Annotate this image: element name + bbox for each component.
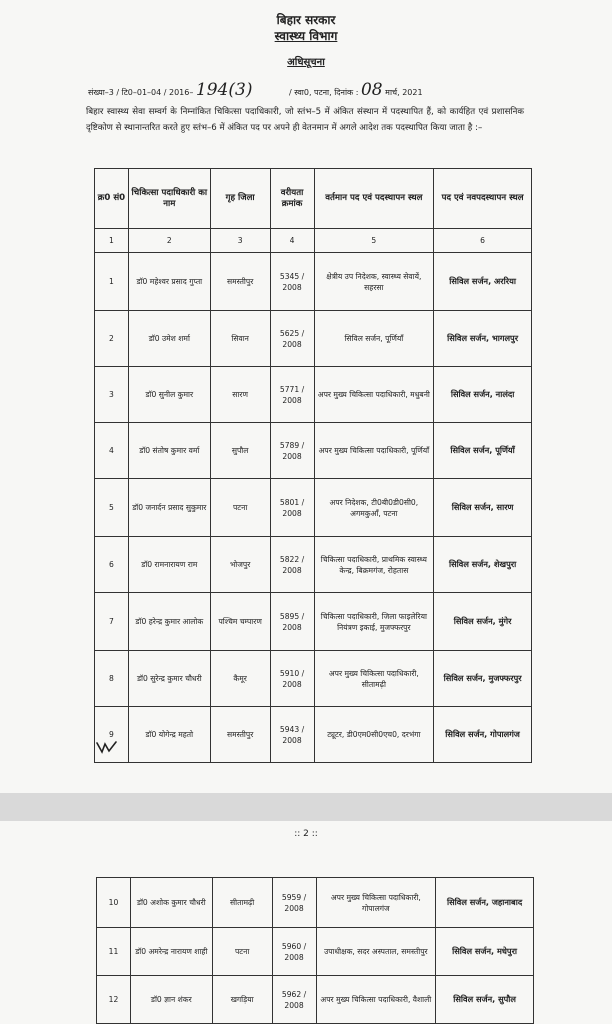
cell-current-post: ट्यूटर, डी0एम0सी0एच0, दरभंगा: [314, 707, 434, 763]
cell-sno: 12: [97, 976, 131, 1024]
cell-new-post: सिविल सर्जन, पूर्णियाँ: [434, 423, 532, 479]
reference-line: [88, 80, 423, 100]
table-row: [97, 878, 534, 928]
cell-district: सिवान: [210, 311, 270, 367]
cell-new-post: सिविल सर्जन, गोपालगंज: [434, 707, 532, 763]
notification-title: अधिसूचना: [287, 57, 325, 68]
cell-district: कैमूर: [210, 651, 270, 707]
table-header-row: [95, 169, 532, 229]
header-new-post: पद एवं नवपदस्थापन स्थल: [434, 169, 532, 229]
date-day: 08: [360, 80, 383, 100]
cell-current-post: चिकित्सा पदाधिकारी, जिला फाइलेरिया नियंत्रण इकाई, मुजफ्फरपुर: [314, 593, 434, 651]
department-title: स्वास्थ्य विभाग: [274, 29, 338, 43]
table-row: [97, 976, 534, 1024]
cell-current-post: अपर मुख्य चिकित्सा पदाधिकारी, मधुबनी: [314, 367, 434, 423]
cell-seniority: 5960 / 2008: [272, 928, 316, 976]
cell-district: सुपौल: [210, 423, 270, 479]
cell-name: डॉ0 रामनारायण राम: [128, 537, 210, 593]
table-row: [95, 537, 532, 593]
cell-district: भोजपुर: [210, 537, 270, 593]
cell-new-post: सिविल सर्जन, मधेपुरा: [436, 928, 534, 976]
cell-new-post: सिविल सर्जन, मुंगेर: [434, 593, 532, 651]
cell-sno: 9: [95, 707, 129, 763]
cell-name: डॉ0 संतोष कुमार वर्मा: [128, 423, 210, 479]
cell-new-post: सिविल सर्जन, जहानाबाद: [436, 878, 534, 928]
page-number-marker: :: 2 ::: [294, 829, 318, 839]
cell-seniority: 5959 / 2008: [272, 878, 316, 928]
column-number: 4: [270, 229, 314, 253]
government-title: बिहार सरकार: [276, 13, 336, 27]
cell-current-post: अपर मुख्य चिकित्सा पदाधिकारी, गोपालगंज: [316, 878, 436, 928]
cell-seniority: 5789 / 2008: [270, 423, 314, 479]
cell-seniority: 5895 / 2008: [270, 593, 314, 651]
cell-name: डॉ0 अमरेन्द्र नारायण शाही: [130, 928, 212, 976]
cell-current-post: अपर मुख्य चिकित्सा पदाधिकारी, पूर्णियाँ: [314, 423, 434, 479]
column-number-row: [95, 229, 532, 253]
table-row: [95, 367, 532, 423]
cell-current-post: उपाधीक्षक, सदर अस्पताल, समस्तीपुर: [316, 928, 436, 976]
column-number: 6: [434, 229, 532, 253]
cell-sno: 1: [95, 253, 129, 311]
cell-district: समस्तीपुर: [210, 253, 270, 311]
cell-seniority: 5801 / 2008: [270, 479, 314, 537]
cell-sno: 2: [95, 311, 129, 367]
header-sno: क्र0 सं0: [95, 169, 129, 229]
initials-signature-icon: [96, 740, 118, 754]
cell-seniority: 5962 / 2008: [272, 976, 316, 1024]
cell-name: डॉ0 ज्ञान शंकर: [130, 976, 212, 1024]
cell-sno: 6: [95, 537, 129, 593]
transfer-table-continued: [96, 877, 534, 1024]
date-month-year: मार्च, 2021: [385, 88, 423, 97]
cell-current-post: चिकित्सा पदाधिकारी, प्राथमिक स्वास्थ्य केन्द्र, बिक्रमगंज, रोहतास: [314, 537, 434, 593]
cell-seniority: 5771 / 2008: [270, 367, 314, 423]
cell-district: पटना: [212, 928, 272, 976]
cell-seniority: 5910 / 2008: [270, 651, 314, 707]
cell-sno: 7: [95, 593, 129, 651]
cell-sno: 10: [97, 878, 131, 928]
cell-new-post: सिविल सर्जन, सुपौल: [436, 976, 534, 1024]
cell-current-post: अपर निदेशक, टी0बी0डी0सी0, अगमकुआँ, पटना: [314, 479, 434, 537]
header-name: चिकित्सा पदाधिकारी का नाम: [128, 169, 210, 229]
cell-new-post: सिविल सर्जन, अररिया: [434, 253, 532, 311]
cell-current-post: क्षेत्रीय उप निदेशक, स्वास्थ्य सेवायें, सहरसा: [314, 253, 434, 311]
cell-district: पश्चिम चम्पारण: [210, 593, 270, 651]
cell-seniority: 5345 / 2008: [270, 253, 314, 311]
table-row: [95, 253, 532, 311]
body-paragraph: बिहार स्वास्थ्य सेवा सम्वर्ग के निम्नांकित चिकित्सा पदाधिकारी, जो स्तंभ–5 में अंकित संस्थान में पदस्थापित हैं, को कार्यहित एवं प्रशासनिक दृष्टिकोण से स्थानान्तरित करते हुए स्तंभ–6 में अंकित पद पर अपने ही वेतनमान में अगले आदेश तक पदस्थापित किया जाता है :–: [86, 107, 524, 133]
cell-name: डॉ0 सुरेन्द्र कुमार चौधरी: [128, 651, 210, 707]
cell-district: सारण: [210, 367, 270, 423]
table-row: [97, 928, 534, 976]
transfer-table: [94, 168, 532, 763]
document-page-2: [0, 821, 612, 1024]
cell-new-post: सिविल सर्जन, शेखपुरा: [434, 537, 532, 593]
column-number: 2: [128, 229, 210, 253]
header-seniority: वरीयता क्रमांक: [270, 169, 314, 229]
cell-name: डॉ0 योगेन्द्र महतो: [128, 707, 210, 763]
table-row: [95, 651, 532, 707]
cell-district: सीतामढ़ी: [212, 878, 272, 928]
reference-number: 194(3): [195, 80, 253, 100]
cell-new-post: सिविल सर्जन, सारण: [434, 479, 532, 537]
cell-sno: 5: [95, 479, 129, 537]
column-number: 3: [210, 229, 270, 253]
cell-district: समस्तीपुर: [210, 707, 270, 763]
header-district: गृह जिला: [210, 169, 270, 229]
cell-seniority: 5822 / 2008: [270, 537, 314, 593]
cell-name: डॉ0 अशोक कुमार चौधरी: [130, 878, 212, 928]
table-row: [95, 423, 532, 479]
cell-new-post: सिविल सर्जन, मुजफ्फरपुर: [434, 651, 532, 707]
reference-prefix: संख्या–3 / टि0–01–04 / 2016–: [88, 88, 194, 97]
cell-name: डॉ0 उमेश शर्मा: [128, 311, 210, 367]
table-row: [95, 479, 532, 537]
column-number: 1: [95, 229, 129, 253]
table-row: [95, 311, 532, 367]
cell-sno: 8: [95, 651, 129, 707]
cell-current-post: अपर मुख्य चिकित्सा पदाधिकारी, सीतामढ़ी: [314, 651, 434, 707]
cell-current-post: सिविल सर्जन, पूर्णियाँ: [314, 311, 434, 367]
column-number: 5: [314, 229, 434, 253]
cell-sno: 3: [95, 367, 129, 423]
cell-name: डॉ0 महेश्वर प्रसाद गुप्ता: [128, 253, 210, 311]
cell-name: डॉ0 सुनील कुमार: [128, 367, 210, 423]
cell-current-post: अपर मुख्य चिकित्सा पदाधिकारी, वैशाली: [316, 976, 436, 1024]
cell-district: खगड़िया: [212, 976, 272, 1024]
cell-district: पटना: [210, 479, 270, 537]
header-current-post: वर्तमान पद एवं पदस्थापन स्थल: [314, 169, 434, 229]
table-row: [95, 593, 532, 651]
cell-name: डॉ0 हरेन्द्र कुमार आलोक: [128, 593, 210, 651]
cell-sno: 11: [97, 928, 131, 976]
cell-seniority: 5943 / 2008: [270, 707, 314, 763]
table-row: [95, 707, 532, 763]
cell-name: डॉ0 जनार्दन प्रसाद सुकुमार: [128, 479, 210, 537]
cell-new-post: सिविल सर्जन, नालंदा: [434, 367, 532, 423]
cell-new-post: सिविल सर्जन, भागलपुर: [434, 311, 532, 367]
cell-sno: 4: [95, 423, 129, 479]
reference-mid: / स्वा0, पटना, दिनांक :: [289, 88, 359, 97]
cell-seniority: 5625 / 2008: [270, 311, 314, 367]
